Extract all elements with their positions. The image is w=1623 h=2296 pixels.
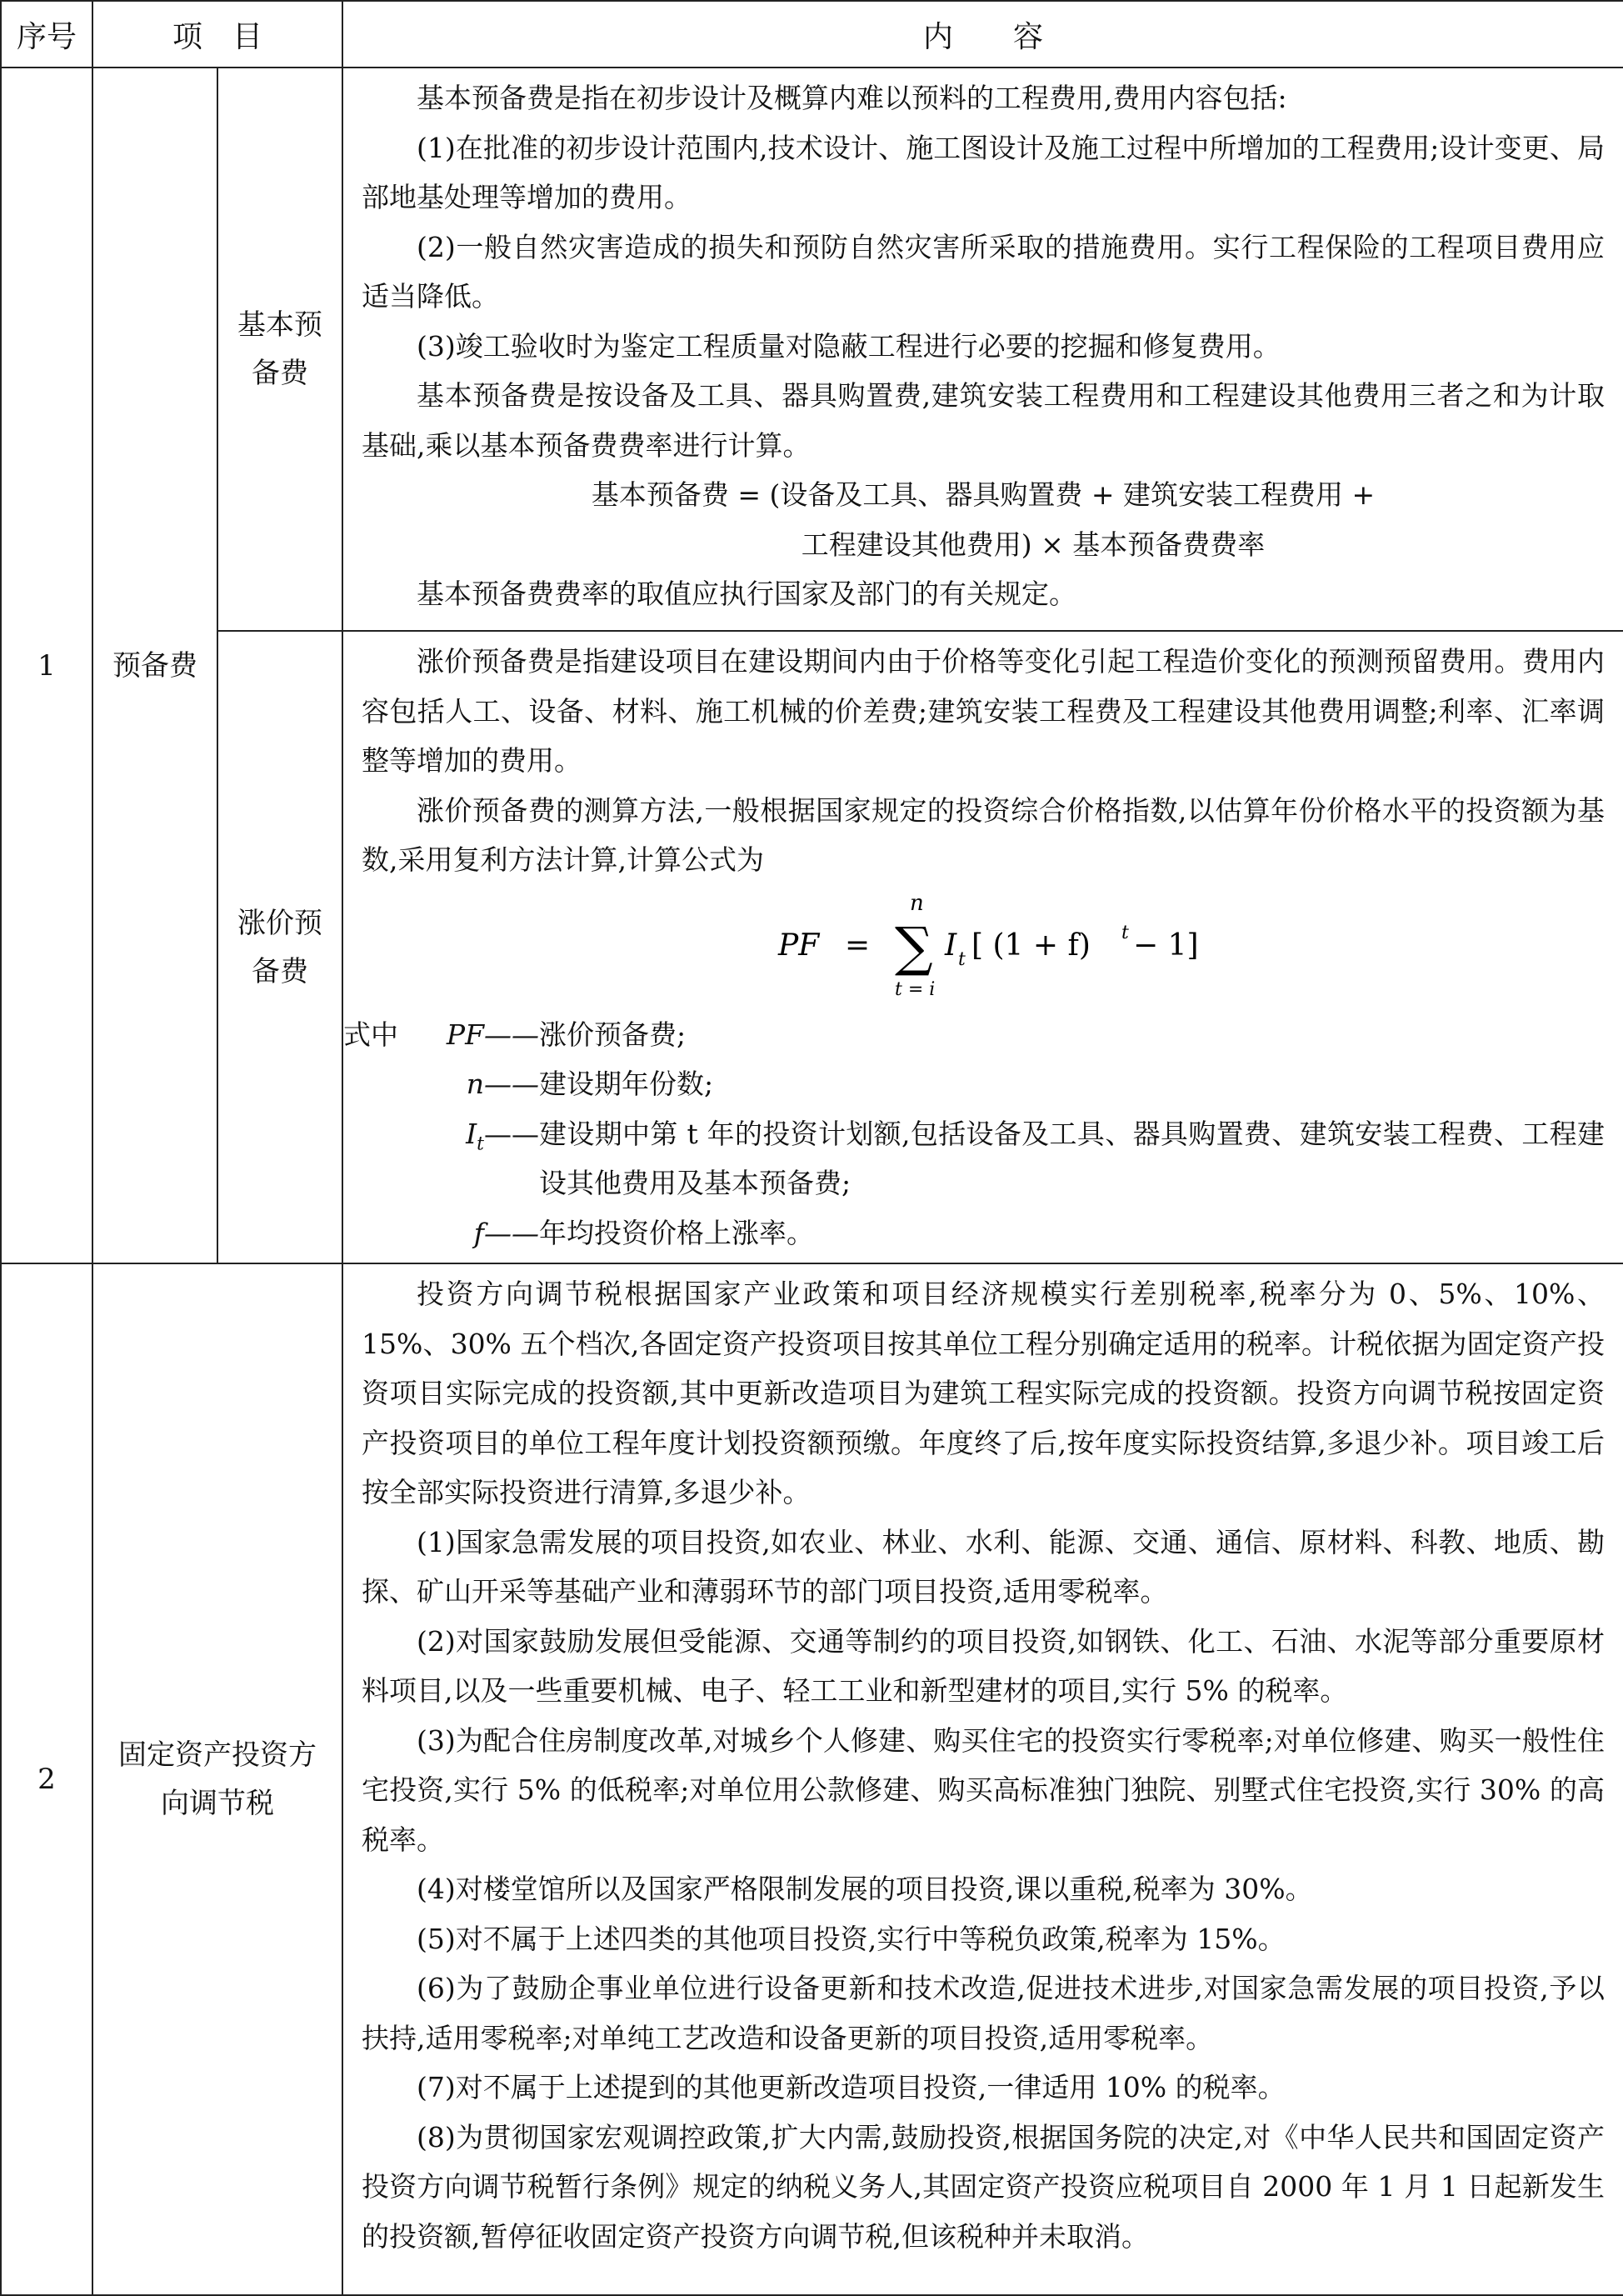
paragraph: (2)对国家鼓励发展但受能源、交通等制约的项目投资,如钢铁、化工、石油、水泥等部分重要原材料项目,以及一些重要机械、电子、轻工工业和新型建材的项目,实行 5% 的税率。 bbox=[362, 1624, 1606, 1707]
sub-item-label-line: 备费 bbox=[252, 357, 308, 390]
definition-row bbox=[343, 1010, 1605, 1060]
definition-key-sub: t bbox=[477, 1133, 485, 1155]
header-item: 项 目 bbox=[92, 1, 342, 68]
row-item: 固定资产投资方向调节税 bbox=[92, 1263, 342, 2295]
sub-item-label-line: 备费 bbox=[252, 954, 308, 988]
paragraph: (8)为贯彻国家宏观调控政策,扩大内需,鼓励投资,根据国务院的决定,对《中华人民共和国固定资产投资方向调节税暂行条例》规定的纳税义务人,其固定资产投资应税项目自 2000 年 1 月 1 日起新发生的投资额,暂停征收固定资产投资方向调节税,但该税种并未取消。 bbox=[362, 2120, 1606, 2253]
eq-I-sub: t bbox=[958, 948, 966, 970]
paragraph: (5)对不属于上述四类的其他项目投资,实行中等税负政策,税率为 15%。 bbox=[417, 1922, 1286, 1955]
definition-key: f—— bbox=[473, 1216, 540, 1249]
definition-key bbox=[343, 1109, 539, 1208]
row-number: 2 bbox=[1, 1263, 92, 2295]
eq-tail: − 1] bbox=[1133, 928, 1199, 963]
definition-key-symbol: I bbox=[466, 1117, 477, 1150]
content-cell bbox=[342, 68, 1623, 631]
header-content: 内 容 bbox=[342, 1, 1623, 68]
paragraph: (6)为了鼓励企事业单位进行设备更新和技术改造,促进技术进步,对国家急需发展的项目投资,予以扶持,适用零税率;对单纯工艺改造和设备更新的项目投资,适用零税率。 bbox=[362, 1972, 1606, 2054]
content-cell bbox=[342, 1263, 1623, 2295]
paragraph: 投资方向调节税根据国家产业政策和项目经济规模实行差别税率,税率分为 0、5%、10%、15%、30% 五个档次,各固定资产投资项目按其单位工程分别确定适用的税率。计税依据为固定资产投资项目实际完成的投资额,其中更新改造项目为建筑工程实际完成的投资额。投资方向调节税按固定资产投资项目的单位工程年度计划投资额预缴。年度终了后,按年度实际投资结算,多退少补。项目竣工后按全部实际投资进行清算,多退少补。 bbox=[362, 1278, 1606, 1508]
paragraph: (1)在批准的初步设计范围内,技术设计、施工图设计及施工过程中所增加的工程费用;设计变更、局部地基处理等增加的费用。 bbox=[362, 131, 1606, 213]
paragraph: (3)为配合住房制度改革,对城乡个人修建、购买住宅的投资实行零税率;对单位修建、购买一般性住宅投资,实行 5% 的低税率;对单位用公款修建、购买高标准独门独院、别墅式住宅投资,实行 30% 的高税率。 bbox=[362, 1723, 1606, 1856]
eq-exponent: t bbox=[1121, 922, 1129, 943]
paragraph: 基本预备费是按设备及工具、器具购置费,建筑安装工程费用和工程建设其他费用三者之和为计取基础,乘以基本预备费费率进行计算。 bbox=[362, 379, 1606, 462]
content-cell bbox=[342, 631, 1623, 1263]
paragraph: (7)对不属于上述提到的其他更新改造项目投资,一律适用 10% 的税率。 bbox=[417, 2071, 1286, 2103]
eq-upper-limit: n bbox=[910, 890, 924, 916]
paragraph: 基本预备费是指在初步设计及概算内难以预料的工程费用,费用内容包括: bbox=[417, 82, 1287, 114]
row-item: 预备费 bbox=[92, 68, 217, 1263]
paragraph: (3)竣工验收时为鉴定工程质量对隐蔽工程进行必要的挖掘和修复费用。 bbox=[417, 329, 1281, 363]
definition-key: n—— bbox=[466, 1068, 540, 1100]
paragraph: (2)一般自然灾害造成的损失和预防自然灾害所采取的措施费用。实行工程保险的工程项目费用应适当降低。 bbox=[362, 230, 1606, 313]
paragraph: (1)国家急需发展的项目投资,如农业、林业、水利、能源、交通、通信、原材料、科教、地质、勘探、矿山开采等基础产业和薄弱环节的部门项目投资,适用零税率。 bbox=[362, 1525, 1606, 1608]
sub-item-label-line: 涨价预 bbox=[237, 906, 322, 940]
sub-item-label bbox=[217, 68, 342, 631]
equation bbox=[362, 885, 1605, 1010]
equation-svg bbox=[362, 885, 1603, 1010]
table-row bbox=[1, 631, 1623, 1263]
definition-value: 年均投资价格上涨率。 bbox=[539, 1216, 815, 1249]
paragraph: 基本预备费费率的取值应执行国家及部门的有关规定。 bbox=[417, 578, 1077, 610]
paragraph: 涨价预备费的测算方法,一般根据国家规定的投资综合价格指数,以估算年份价格水平的投资额为基数,采用复利方法计算,计算公式为 bbox=[362, 793, 1606, 876]
header-no: 序号 bbox=[1, 1, 92, 68]
sub-item-label bbox=[217, 631, 342, 1263]
definition-key-dash: —— bbox=[484, 1117, 540, 1150]
definition-value: 建设期中第 t 年的投资计划额,包括设备及工具、器具购置费、建筑安装工程费、工程建设其他费用及基本预备费; bbox=[539, 1117, 1606, 1199]
eq-lhs: PF bbox=[778, 928, 820, 963]
definition-row bbox=[343, 1109, 1605, 1208]
definition-value: 涨价预备费; bbox=[539, 1018, 687, 1051]
row-number: 1 bbox=[1, 68, 92, 1263]
sub-item-label-line: 基本预 bbox=[237, 308, 322, 342]
eq-equals: = bbox=[845, 928, 871, 963]
table-row bbox=[1, 1263, 1623, 2295]
paragraph: (4)对楼堂馆所以及国家严格限制发展的项目投资,课以重税,税率为 30%。 bbox=[417, 1873, 1313, 1905]
where-label: 式中 bbox=[343, 1018, 399, 1051]
table-row bbox=[1, 68, 1623, 631]
formula-line: 工程建设其他费用) × 基本预备费费率 bbox=[801, 528, 1266, 561]
definition-row bbox=[343, 1059, 1605, 1109]
definition-key: PF—— bbox=[446, 1018, 540, 1051]
table-header-row bbox=[1, 1, 1623, 68]
definition-value: 建设期年份数; bbox=[539, 1068, 714, 1100]
eq-body: [ (1 + f) bbox=[971, 928, 1091, 963]
eq-lower-limit: t = i bbox=[895, 978, 936, 1000]
paragraph: 涨价预备费是指建设项目在建设期间内由于价格等变化引起工程造价变化的预测预留费用。费用内容包括人工、设备、材料、施工机械的价差费;建筑安装工程费及工程建设其他费用调整;利率、汇率调整等增加的费用。 bbox=[362, 645, 1606, 777]
formula-line: 基本预备费 = (设备及工具、器具购置费 + 建筑安装工程费用 + bbox=[591, 478, 1376, 511]
definition-row bbox=[343, 1208, 1605, 1258]
eq-sum-sign: ∑ bbox=[895, 916, 933, 978]
eq-I: I bbox=[945, 928, 957, 963]
